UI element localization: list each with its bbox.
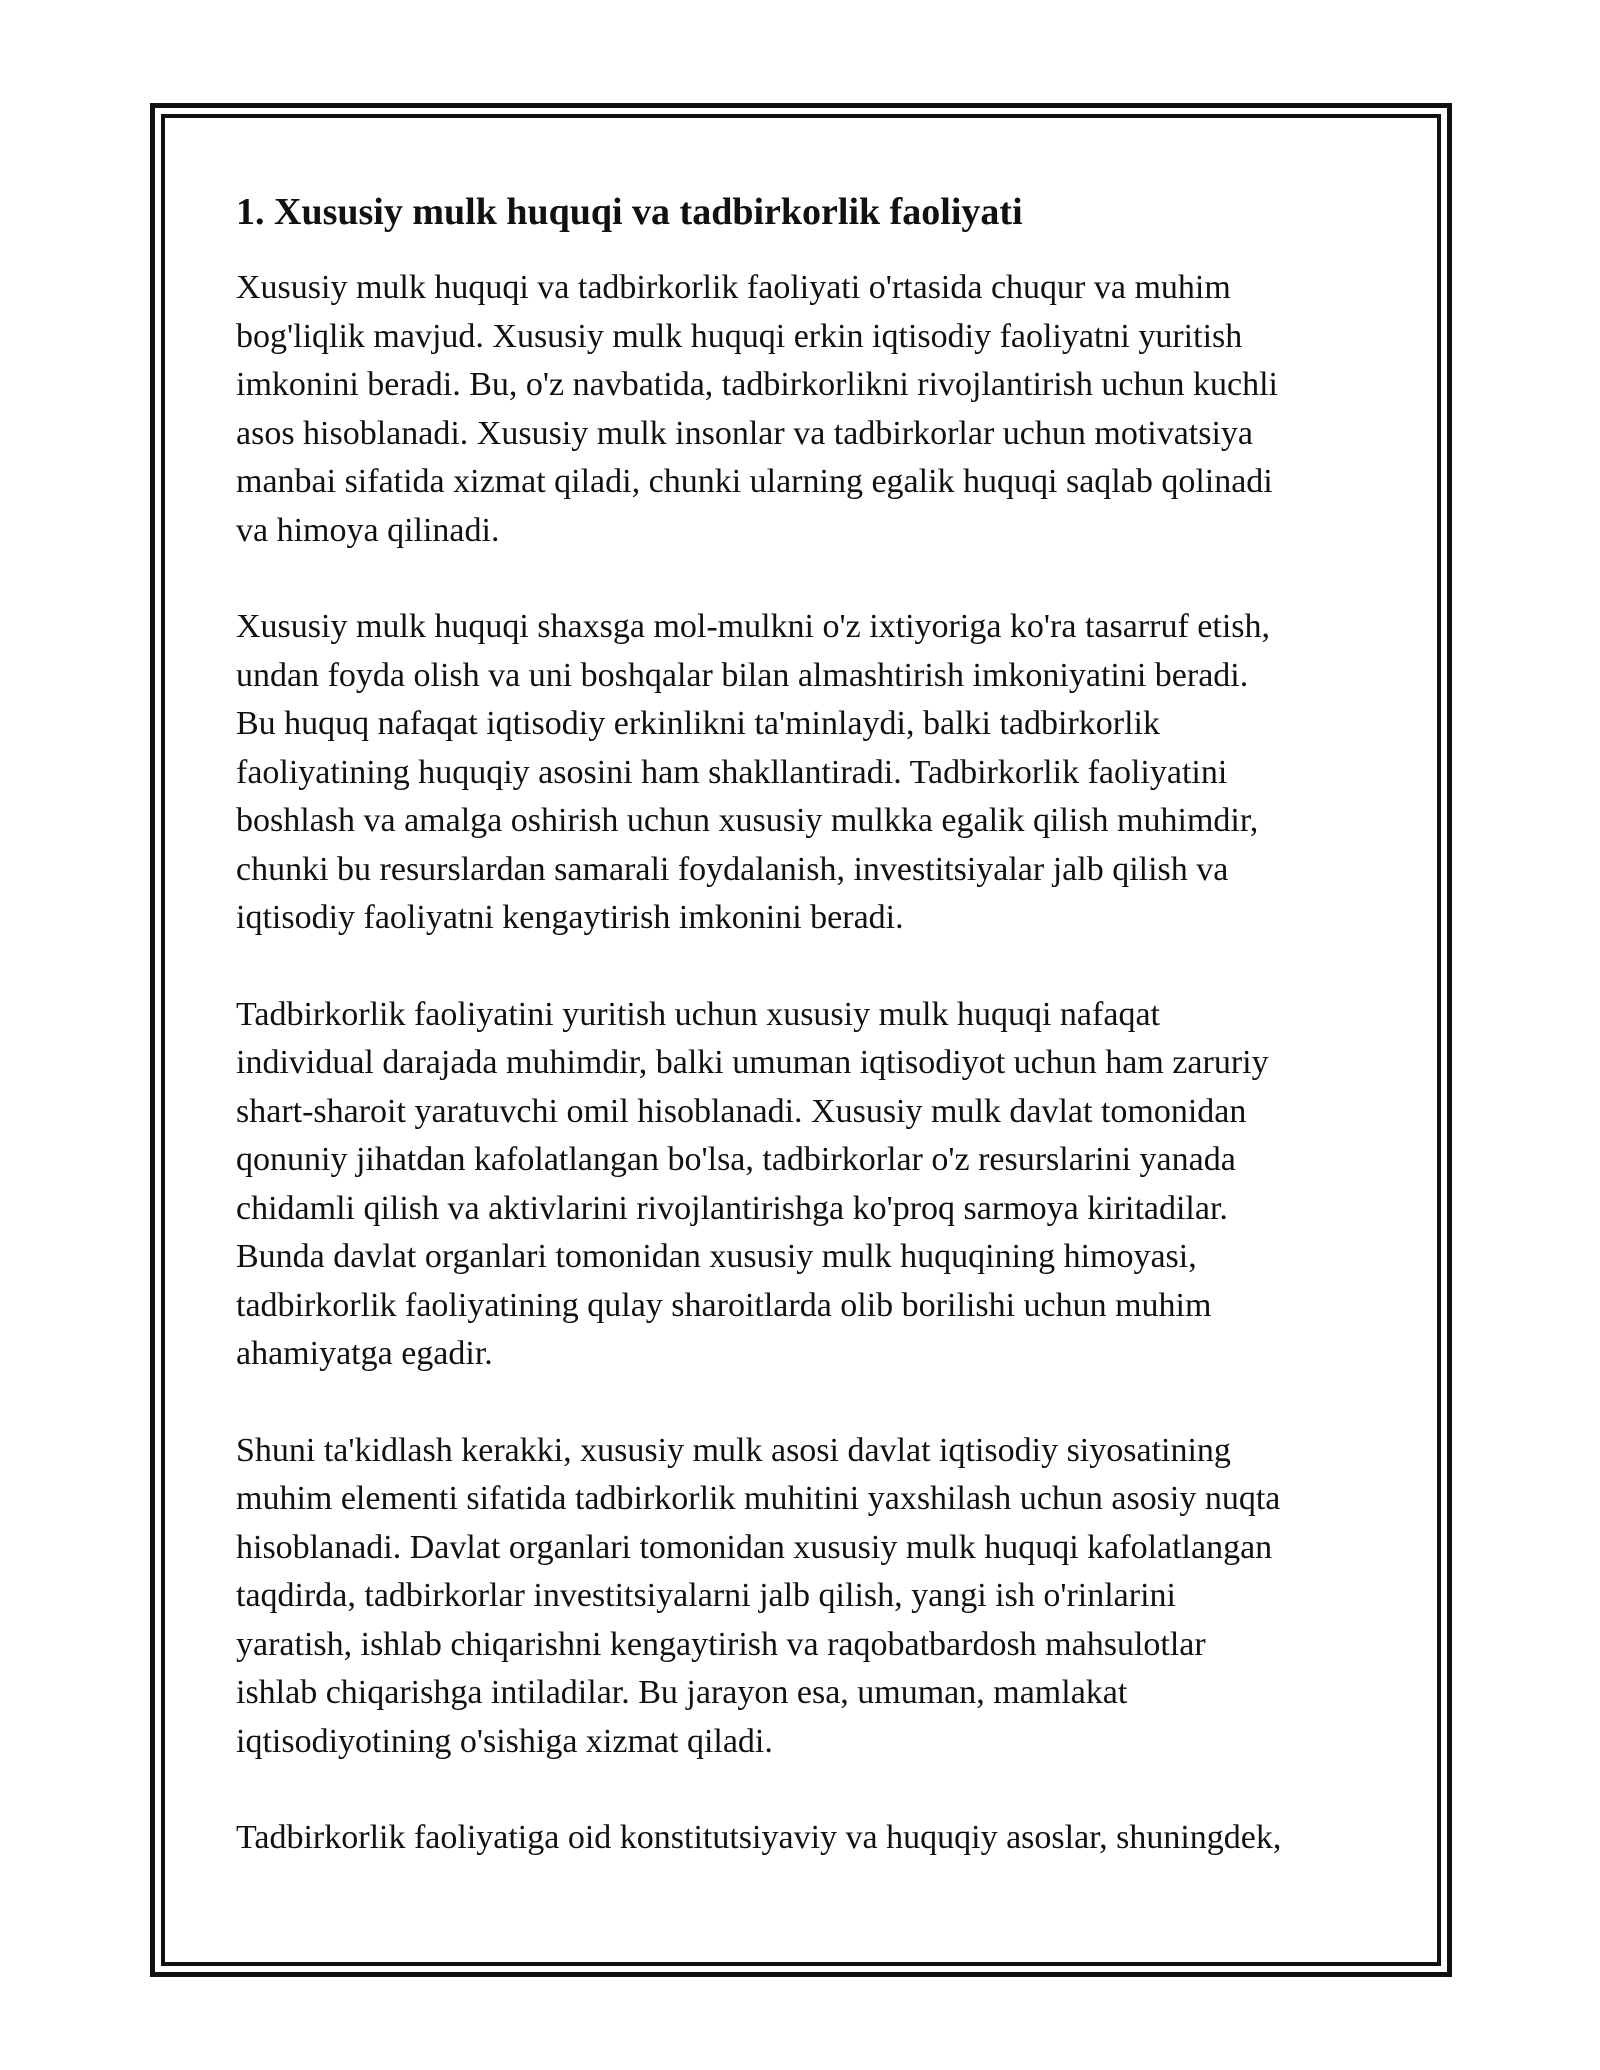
- paragraph-line: hisoblanadi. Davlat organlari tomonidan xususiy mulk huquqi kafolatlangan: [236, 1528, 1273, 1566]
- paragraph-line: manbai sifatida xizmat qiladi, chunki ularning egalik huquqi saqlab qolinadi: [236, 463, 1273, 500]
- paragraph-line: chidamli qilish va aktivlarini rivojlantirishga ko'proq sarmoya kiritadilar.: [236, 1189, 1228, 1227]
- paragraph-line: va himoya qilinadi.: [236, 511, 500, 549]
- paragraph-line: Xususiy mulk huquqi va tadbirkorlik faoliyati o'rtasida chuqur va muhim: [236, 269, 1231, 306]
- paragraph-line: taqdirda, tadbirkorlar investitsiyalarni jalb qilish, yangi ish o'rinlarini: [236, 1577, 1176, 1614]
- paragraph-line: muhim elementi sifatida tadbirkorlik muhitini yaxshilash uchun asosiy nuqta: [236, 1480, 1281, 1517]
- paragraph-line: qonuniy jihatdan kafolatlangan bo'lsa, tadbirkorlar o'z resurslarini yanada: [236, 1141, 1236, 1178]
- paragraph-line: Tadbirkorlik faoliyatiga oid konstitutsiyaviy va huquqiy asoslar, shuningdek,: [236, 1819, 1282, 1856]
- paragraph-line: Bunda davlat organlari tomonidan xususiy mulk huquqining himoyasi,: [236, 1238, 1197, 1275]
- paragraph-line: Shuni ta'kidlash kerakki, xususiy mulk asosi davlat iqtisodiy siyosatining: [236, 1431, 1231, 1469]
- paragraph-line: iqtisodiyotining o'sishiga xizmat qiladi.: [236, 1722, 773, 1760]
- paragraph-line: undan foyda olish va uni boshqalar bilan almashtirish imkoniyatini beradi.: [236, 656, 1249, 694]
- paragraph: [236, 991, 1386, 1379]
- paragraph-line: shart-sharoit yaratuvchi omil hisoblanadi. Xususiy mulk davlat tomonidan: [236, 1092, 1247, 1130]
- document-body: [236, 190, 1386, 1911]
- paragraph-line: Bu huquq nafaqat iqtisodiy erkinlikni ta'minlaydi, balki tadbirkorlik: [236, 705, 1160, 742]
- paragraph-line: ishlab chiqarishga intiladilar. Bu jarayon esa, umuman, mamlakat: [236, 1674, 1128, 1711]
- paragraph: [236, 1427, 1386, 1767]
- paragraph-line: imkonini beradi. Bu, o'z navbatida, tadbirkorlikni rivojlantirish uchun kuchli: [236, 366, 1278, 403]
- paragraph-line: iqtisodiy faoliyatni kengaytirish imkonini beradi.: [236, 899, 904, 936]
- paragraph-line: yaratish, ishlab chiqarishni kengaytirish va raqobatbardosh mahsulotlar: [236, 1625, 1206, 1663]
- paragraph-line: bog'liqlik mavjud. Xususiy mulk huquqi erkin iqtisodiy faoliyatni yuritish: [236, 317, 1243, 355]
- paragraph-line: ahamiyatga egadir.: [236, 1335, 493, 1372]
- section-heading: 1. Xususiy mulk huquqi va tadbirkorlik faoliyati: [236, 191, 1023, 233]
- paragraph: [236, 1814, 1386, 1863]
- paragraph-line: individual darajada muhimdir, balki umuman iqtisodiyot uchun ham zaruriy: [236, 1044, 1269, 1081]
- paragraph-line: Xususiy mulk huquqi shaxsga mol-mulkni o'z ixtiyoriga ko'ra tasarruf etish,: [236, 608, 1270, 645]
- paragraph-line: tadbirkorlik faoliyatining qulay sharoitlarda olib borilishi uchun muhim: [236, 1286, 1212, 1324]
- paragraph-line: asos hisoblanadi. Xususiy mulk insonlar va tadbirkorlar uchun motivatsiya: [236, 414, 1254, 452]
- paragraph-line: chunki bu resurslardan samarali foydalanish, investitsiyalar jalb qilish va: [236, 850, 1229, 888]
- paragraph-line: faoliyatining huquqiy asosini ham shakllantiradi. Tadbirkorlik faoliyatini: [236, 753, 1228, 791]
- paragraph: [236, 264, 1386, 555]
- paragraph: [236, 603, 1386, 943]
- paragraph-line: boshlash va amalga oshirish uchun xususiy mulkka egalik qilish muhimdir,: [236, 802, 1259, 839]
- paragraph-list: [236, 264, 1386, 1863]
- paragraph-line: Tadbirkorlik faoliyatini yuritish uchun xususiy mulk huquqi nafaqat: [236, 995, 1160, 1033]
